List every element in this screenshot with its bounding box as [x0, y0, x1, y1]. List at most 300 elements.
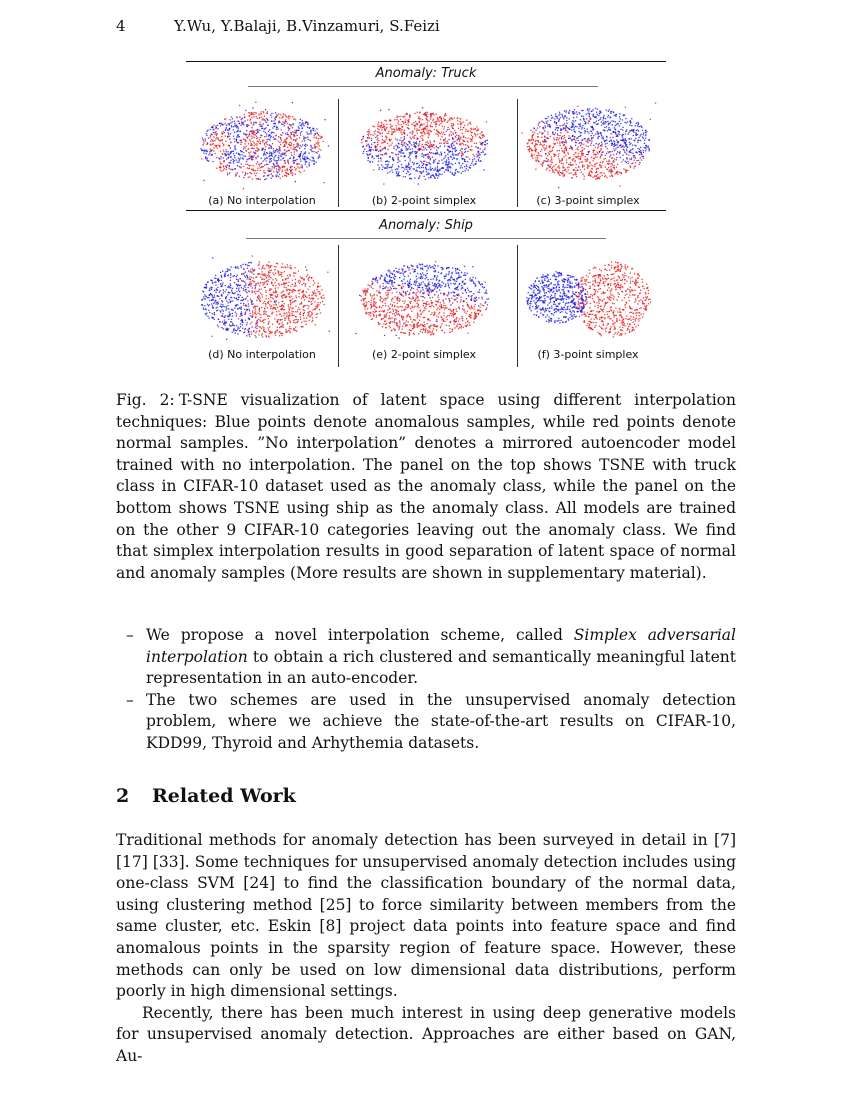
scatter-point: [307, 158, 308, 159]
scatter-point: [294, 328, 295, 329]
scatter-point: [363, 151, 364, 152]
scatter-point: [272, 166, 273, 167]
scatter-point: [300, 119, 301, 120]
scatter-point: [435, 175, 436, 176]
scatter-point: [397, 145, 398, 146]
scatter-point: [203, 144, 204, 145]
scatter-point: [463, 127, 464, 128]
scatter-point: [288, 330, 289, 331]
scatter-point: [375, 302, 376, 303]
scatter-point: [289, 297, 290, 298]
scatter-point: [616, 153, 617, 154]
scatter-point: [289, 309, 290, 310]
scatter-point: [238, 297, 239, 298]
scatter-point: [452, 132, 453, 133]
scatter-point: [250, 114, 251, 115]
scatter-point: [543, 122, 544, 123]
scatter-point: [622, 119, 623, 120]
scatter-point: [258, 290, 259, 291]
group-title-underline: [248, 86, 598, 87]
scatter-point: [413, 168, 414, 169]
scatter-point: [298, 270, 299, 271]
scatter-point: [207, 316, 208, 317]
scatter-point: [372, 155, 373, 156]
scatter-point: [224, 316, 225, 317]
scatter-point: [545, 125, 546, 126]
scatter-point: [257, 161, 258, 162]
scatter-point: [290, 303, 291, 304]
scatter-point: [232, 315, 233, 316]
scatter-point: [241, 306, 242, 307]
scatter-point: [416, 142, 417, 143]
scatter-point: [305, 164, 306, 165]
scatter-point: [302, 155, 303, 156]
scatter-point: [637, 125, 638, 126]
scatter-point: [291, 170, 292, 171]
scatter-point: [300, 134, 301, 135]
scatter-point: [546, 145, 547, 146]
scatter-point: [617, 151, 618, 152]
scatter-point: [282, 176, 283, 177]
scatter-point: [277, 294, 278, 295]
scatter-point: [422, 311, 423, 312]
scatter-point: [245, 156, 246, 157]
scatter-point: [631, 159, 632, 160]
scatter-point: [607, 116, 608, 117]
scatter-point: [258, 296, 259, 297]
scatter-point: [292, 173, 293, 174]
scatter-point: [299, 309, 300, 310]
scatter-point: [225, 274, 226, 275]
scatter-point: [304, 140, 305, 141]
scatter-point: [324, 304, 325, 305]
scatter-point: [248, 136, 249, 137]
scatter-point: [635, 133, 636, 134]
scatter-point: [408, 162, 409, 163]
scatter-point: [469, 322, 470, 323]
scatter-point: [309, 316, 310, 317]
scatter-point: [311, 321, 312, 322]
scatter-point: [228, 286, 229, 287]
scatter-point: [582, 127, 583, 128]
scatter-point: [433, 160, 434, 161]
scatter-point: [247, 309, 248, 310]
scatter-point: [272, 143, 273, 144]
scatter-point: [214, 133, 215, 134]
scatter-point: [544, 136, 545, 137]
scatter-point: [547, 155, 548, 156]
scatter-point: [554, 156, 555, 157]
scatter-point: [575, 140, 576, 141]
scatter-point: [227, 271, 228, 272]
scatter-point: [222, 284, 223, 285]
scatter-point: [426, 144, 427, 145]
scatter-point: [212, 313, 213, 314]
scatter-point: [256, 143, 257, 144]
scatter-point: [282, 263, 283, 264]
scatter-point: [372, 295, 373, 296]
scatter-point: [535, 169, 536, 170]
scatter-point: [315, 295, 316, 296]
scatter-point: [300, 166, 301, 167]
scatter-point: [576, 164, 577, 165]
scatter-point: [311, 303, 312, 304]
scatter-point: [228, 132, 229, 133]
scatter-point: [252, 112, 253, 113]
scatter-point: [601, 135, 602, 136]
scatter-point: [468, 130, 469, 131]
scatter-point: [485, 144, 486, 145]
scatter-point: [573, 121, 574, 122]
scatter-point: [586, 114, 587, 115]
scatter-point: [592, 129, 593, 130]
scatter-point: [623, 140, 624, 141]
scatter-point: [294, 319, 295, 320]
scatter-point: [251, 283, 252, 284]
scatter-point: [290, 136, 291, 137]
scatter-point: [598, 123, 599, 124]
scatter-point: [220, 272, 221, 273]
scatter-point: [462, 133, 463, 134]
scatter-point: [532, 131, 533, 132]
scatter-point: [597, 147, 598, 148]
scatter-point: [437, 120, 438, 121]
scatter-point: [589, 108, 590, 109]
scatter-point: [251, 127, 252, 128]
scatter-point: [625, 142, 626, 143]
scatter-point: [264, 283, 265, 284]
scatter-point: [586, 154, 587, 155]
scatter-point: [290, 265, 291, 266]
scatter-point: [237, 333, 238, 334]
scatter-point: [612, 124, 613, 125]
scatter-point: [240, 316, 241, 317]
scatter-point: [438, 147, 439, 148]
scatter-point: [579, 162, 580, 163]
scatter-point: [439, 309, 440, 310]
scatter-point: [247, 277, 248, 278]
scatter-point: [426, 174, 427, 175]
scatter-point: [262, 333, 263, 334]
scatter-point: [276, 263, 277, 264]
scatter-point: [280, 159, 281, 160]
scatter-point: [285, 121, 286, 122]
scatter-point: [229, 124, 230, 125]
scatter-point: [252, 312, 253, 313]
scatter-point: [255, 310, 256, 311]
scatter-point: [281, 325, 282, 326]
scatter-point: [600, 156, 601, 157]
scatter-point: [576, 138, 577, 139]
scatter-point: [259, 126, 260, 127]
scatter-point: [222, 301, 223, 302]
scatter-point: [246, 335, 247, 336]
scatter-point: [303, 283, 304, 284]
scatter-point: [215, 275, 216, 276]
scatter-point: [627, 161, 628, 162]
scatter-point: [577, 169, 578, 170]
scatter-point: [629, 152, 630, 153]
scatter-point: [419, 141, 420, 142]
scatter-point: [587, 154, 588, 155]
scatter-point: [437, 134, 438, 135]
scatter-point: [245, 312, 246, 313]
scatter-point: [297, 290, 298, 291]
scatter-point: [212, 257, 213, 258]
scatter-point: [284, 284, 285, 285]
scatter-point: [555, 169, 556, 170]
scatter-point: [583, 174, 584, 175]
scatter-point: [289, 169, 290, 170]
scatter-point: [285, 114, 286, 115]
scatter-point: [291, 166, 292, 167]
scatter-point: [225, 285, 226, 286]
scatter-point: [256, 150, 257, 151]
scatter-point: [225, 123, 226, 124]
scatter-point: [220, 306, 221, 307]
scatter-point: [453, 155, 454, 156]
scatter-point: [470, 130, 471, 131]
scatter-point: [214, 301, 215, 302]
scatter-point: [201, 158, 202, 159]
scatter-point: [245, 120, 246, 121]
scatter-point: [402, 301, 403, 302]
scatter-point: [237, 279, 238, 280]
scatter-point: [409, 116, 410, 117]
scatter-point: [276, 311, 277, 312]
scatter-point: [233, 126, 234, 127]
scatter-point: [401, 124, 402, 125]
scatter-point: [585, 145, 586, 146]
scatter-point: [467, 151, 468, 152]
scatter-point: [249, 168, 250, 169]
scatter-point: [577, 156, 578, 157]
scatter-point: [487, 140, 488, 141]
scatter-point: [483, 152, 484, 153]
tsne-scatter-d: [192, 253, 332, 345]
scatter-point: [443, 283, 444, 284]
panel-d: [186, 251, 338, 369]
scatter-point: [260, 167, 261, 168]
scatter-point: [430, 125, 431, 126]
scatter-point: [631, 158, 632, 159]
scatter-point: [221, 304, 222, 305]
scatter-point: [420, 148, 421, 149]
scatter-point: [575, 120, 576, 121]
scatter-point: [266, 161, 267, 162]
scatter-point: [370, 149, 371, 150]
scatter-point: [307, 305, 308, 306]
scatter-point: [396, 119, 397, 120]
scatter-point: [212, 154, 213, 155]
scatter-point: [287, 275, 288, 276]
scatter-point: [397, 116, 398, 117]
scatter-point: [284, 303, 285, 304]
scatter-point: [538, 161, 539, 162]
scatter-point: [598, 120, 599, 121]
scatter-point: [422, 153, 423, 154]
scatter-point: [444, 115, 445, 116]
scatter-point: [418, 183, 419, 184]
scatter-point: [421, 132, 422, 133]
scatter-point: [276, 297, 277, 298]
scatter-point: [279, 306, 280, 307]
scatter-point: [549, 170, 550, 171]
scatter-point: [609, 176, 610, 177]
scatter-point: [467, 161, 468, 162]
scatter-point: [247, 300, 248, 301]
scatter-point: [410, 160, 411, 161]
scatter-point: [220, 283, 221, 284]
scatter-point: [278, 176, 279, 177]
scatter-point: [600, 166, 601, 167]
scatter-point: [575, 170, 576, 171]
scatter-point: [289, 292, 290, 293]
scatter-point: [292, 149, 293, 150]
scatter-point: [461, 122, 462, 123]
scatter-point: [415, 151, 416, 152]
scatter-point: [239, 105, 240, 106]
scatter-point: [547, 165, 548, 166]
scatter-point: [560, 125, 561, 126]
scatter-point: [409, 169, 410, 170]
scatter-point: [546, 158, 547, 159]
scatter-point: [257, 325, 258, 326]
scatter-point: [648, 139, 649, 140]
scatter-point: [614, 165, 615, 166]
scatter-point: [325, 119, 326, 120]
scatter-point: [402, 126, 403, 127]
scatter-point: [409, 167, 410, 168]
scatter-point: [229, 136, 230, 137]
scatter-point: [557, 118, 558, 119]
scatter-point: [539, 126, 540, 127]
scatter-point: [401, 144, 402, 145]
scatter-point: [249, 310, 250, 311]
scatter-point: [558, 158, 559, 159]
scatter-point: [641, 154, 642, 155]
scatter-point: [250, 165, 251, 166]
scatter-point: [562, 166, 563, 167]
scatter-point: [266, 133, 267, 134]
scatter-point: [240, 131, 241, 132]
scatter-point: [253, 152, 254, 153]
scatter-point: [262, 296, 263, 297]
scatter-point: [580, 119, 581, 120]
scatter-point: [457, 289, 458, 290]
scatter-point: [572, 147, 573, 148]
scatter-point: [385, 130, 386, 131]
scatter-point: [304, 148, 305, 149]
scatter-point: [419, 171, 420, 172]
scatter-point: [608, 167, 609, 168]
scatter-point: [288, 115, 289, 116]
scatter-point: [585, 159, 586, 160]
scatter-point: [254, 285, 255, 286]
scatter-point: [275, 160, 276, 161]
scatter-point: [417, 171, 418, 172]
scatter-point: [437, 153, 438, 154]
scatter-point: [257, 150, 258, 151]
scatter-point: [626, 154, 627, 155]
scatter-point: [531, 149, 532, 150]
scatter-point: [218, 296, 219, 297]
scatter-point: [384, 167, 385, 168]
scatter-point: [328, 145, 329, 146]
scatter-point: [231, 125, 232, 126]
scatter-point: [224, 132, 225, 133]
scatter-point: [619, 153, 620, 154]
scatter-point: [581, 172, 582, 173]
scatter-point: [426, 128, 427, 129]
scatter-point: [378, 124, 379, 125]
scatter-point: [308, 133, 309, 134]
scatter-point: [582, 149, 583, 150]
scatter-point: [262, 336, 263, 337]
scatter-point: [234, 275, 235, 276]
scatter-point: [257, 282, 258, 283]
scatter-point: [578, 147, 579, 148]
scatter-point: [466, 168, 467, 169]
scatter-point: [475, 135, 476, 136]
scatter-point: [430, 176, 431, 177]
scatter-point: [412, 137, 413, 138]
scatter-point: [264, 175, 265, 176]
scatter-point: [471, 146, 472, 147]
scatter-point: [248, 125, 249, 126]
scatter-point: [547, 120, 548, 121]
scatter-point: [292, 308, 293, 309]
scatter-point: [247, 268, 248, 269]
scatter-point: [578, 128, 579, 129]
scatter-point: [564, 135, 565, 136]
scatter-point: [276, 280, 277, 281]
scatter-point: [640, 134, 641, 135]
scatter-point: [222, 304, 223, 305]
scatter-point: [287, 267, 288, 268]
scatter-point: [243, 156, 244, 157]
scatter-point: [417, 267, 418, 268]
scatter-point: [438, 119, 439, 120]
scatter-point: [405, 166, 406, 167]
scatter-point: [392, 166, 393, 167]
scatter-point: [384, 128, 385, 129]
scatter-point: [368, 135, 369, 136]
scatter-point: [596, 112, 597, 113]
scatter-point: [611, 169, 612, 170]
scatter-point: [596, 124, 597, 125]
scatter-point: [395, 268, 396, 269]
scatter-point: [558, 165, 559, 166]
scatter-point: [267, 307, 268, 308]
scatter-point: [396, 310, 397, 311]
scatter-point: [585, 156, 586, 157]
scatter-point: [372, 161, 373, 162]
scatter-point: [392, 128, 393, 129]
scatter-point: [288, 130, 289, 131]
scatter-point: [582, 110, 583, 111]
scatter-point: [215, 153, 216, 154]
scatter-point: [395, 125, 396, 126]
scatter-point: [292, 284, 293, 285]
scatter-point: [414, 151, 415, 152]
scatter-point: [215, 138, 216, 139]
scatter-point: [239, 160, 240, 161]
scatter-point: [551, 158, 552, 159]
scatter-point: [249, 176, 250, 177]
scatter-point: [281, 156, 282, 157]
scatter-point: [448, 150, 449, 151]
